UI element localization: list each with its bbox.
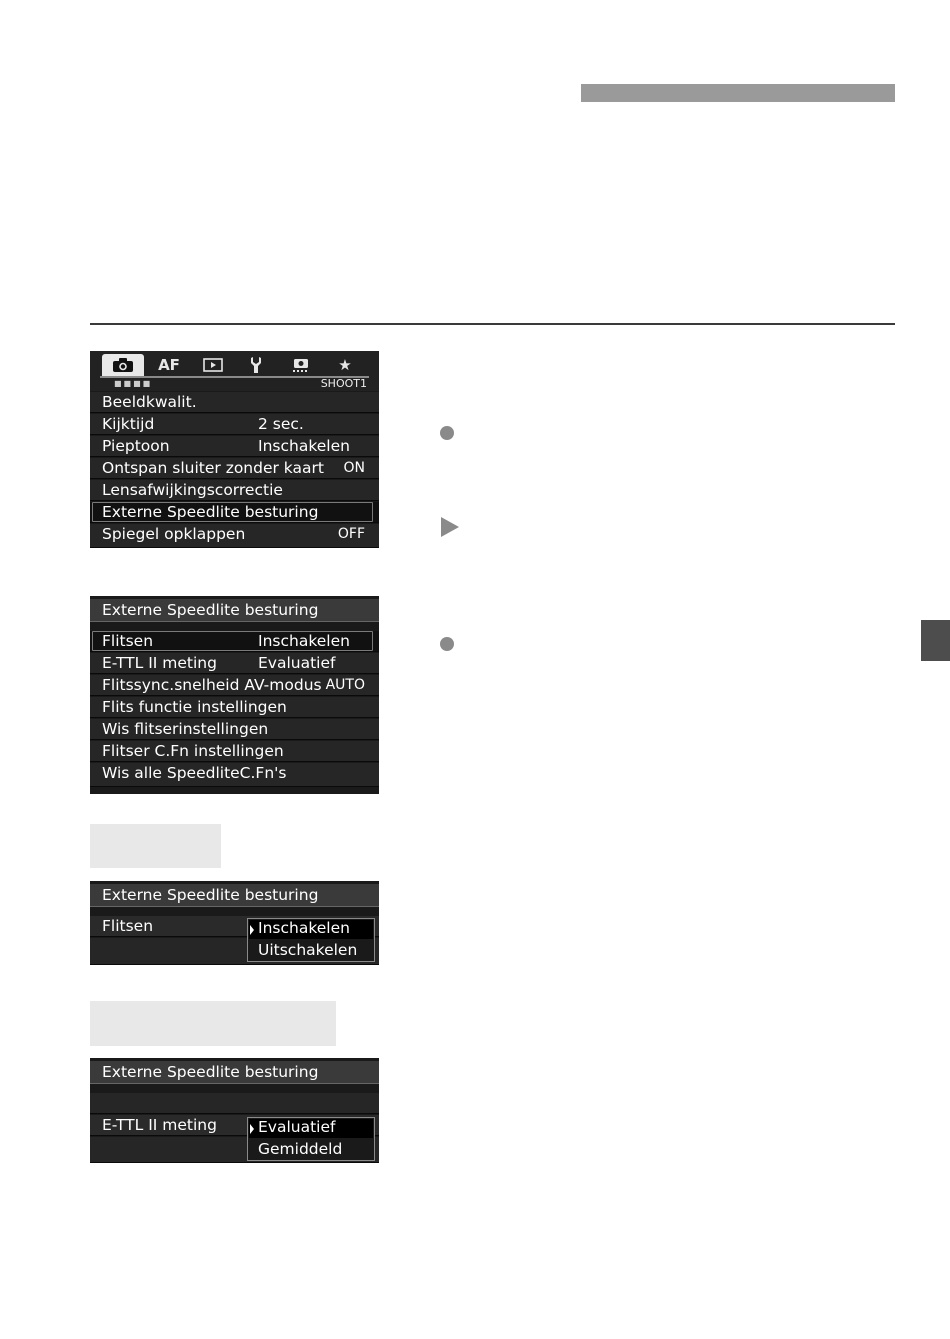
menu-item-flash-sync-av[interactable]: Flitssync.snelheid AV-modus AUTO bbox=[90, 675, 379, 696]
menu-item-clear-flash-settings[interactable]: Wis flitserinstellingen bbox=[90, 719, 379, 740]
menu-item-mirror-lockup[interactable]: Spiegel opklappen OFF bbox=[90, 524, 379, 548]
page-indicator: ■■■■ bbox=[114, 379, 153, 388]
result-arrow-icon bbox=[441, 517, 459, 537]
menu-item-flash-firing[interactable]: Flitsen Inschakelen bbox=[90, 631, 379, 652]
tab-setup[interactable] bbox=[236, 354, 278, 376]
chapter-side-tab bbox=[921, 620, 950, 661]
tab-af[interactable]: AF bbox=[158, 356, 180, 374]
custom-camera-icon bbox=[291, 356, 311, 374]
flash-firing-dropdown-screen bbox=[90, 881, 379, 965]
camera-icon bbox=[112, 357, 134, 373]
empty-row bbox=[90, 1093, 379, 1114]
ettl-metering-dropdown-screen bbox=[90, 1058, 379, 1163]
section-label-box bbox=[90, 824, 221, 868]
tab-shooting[interactable] bbox=[102, 354, 144, 376]
menu-item-beep[interactable]: Pieptoon Inschakelen bbox=[90, 436, 379, 457]
option-marker-icon bbox=[250, 1124, 254, 1134]
playback-icon bbox=[203, 358, 223, 372]
menu-item-lens-correction[interactable]: Lensafwijkingscorrectie bbox=[90, 480, 379, 501]
star-icon: ★ bbox=[338, 356, 352, 374]
menu-item-review-time[interactable]: Kijktijd 2 sec. bbox=[90, 414, 379, 435]
tab-playback[interactable] bbox=[192, 354, 234, 376]
menu-item-flash-cfn-settings[interactable]: Flitser C.Fn instellingen bbox=[90, 741, 379, 762]
screen-title-bar: Externe Speedlite besturing bbox=[90, 884, 379, 907]
option-enable[interactable]: Inschakelen bbox=[258, 919, 350, 937]
menu-item-ettl-metering[interactable]: E-TTL II meting Evaluatief bbox=[90, 653, 379, 674]
menu-item-flash-firing[interactable]: Flitsen bbox=[90, 916, 379, 937]
tab-my-menu[interactable] bbox=[324, 354, 366, 376]
bullet-dot-icon bbox=[440, 637, 454, 651]
menu-item-flash-function-settings[interactable]: Flits functie instellingen bbox=[90, 697, 379, 718]
menu-item-release-without-card[interactable]: Ontspan sluiter zonder kaart ON bbox=[90, 458, 379, 479]
tab-custom[interactable] bbox=[280, 354, 322, 376]
menu-item-clear-speedlite-cfn[interactable]: Wis alle SpeedliteC.Fn's bbox=[90, 763, 379, 787]
menu-item-external-speedlite[interactable]: Externe Speedlite besturing bbox=[90, 502, 379, 523]
bullet-dot-icon bbox=[440, 426, 454, 440]
shoot1-menu-screen bbox=[90, 351, 379, 548]
section-header-bar bbox=[581, 84, 895, 102]
menu-item-image-quality[interactable]: Beeldkwalit. bbox=[90, 392, 379, 413]
menu-tab-bar bbox=[90, 351, 379, 391]
screen-title-bar: Externe Speedlite besturing bbox=[90, 599, 379, 622]
option-marker-icon bbox=[250, 925, 254, 935]
option-evaluative[interactable]: Evaluatief bbox=[258, 1118, 336, 1136]
screen-title-bar: Externe Speedlite besturing bbox=[90, 1061, 379, 1084]
speedlite-menu-screen bbox=[90, 596, 379, 794]
page-label: SHOOT1 bbox=[320, 377, 367, 390]
ettl-metering-options[interactable] bbox=[247, 1117, 375, 1161]
option-disable[interactable]: Uitschakelen bbox=[258, 941, 358, 959]
wrench-icon bbox=[249, 356, 265, 374]
flash-firing-options[interactable] bbox=[247, 918, 375, 962]
section-label-box bbox=[90, 1001, 336, 1046]
section-divider bbox=[90, 323, 895, 325]
option-average[interactable]: Gemiddeld bbox=[258, 1140, 343, 1158]
menu-item-ettl-metering[interactable]: E-TTL II meting bbox=[90, 1115, 379, 1136]
